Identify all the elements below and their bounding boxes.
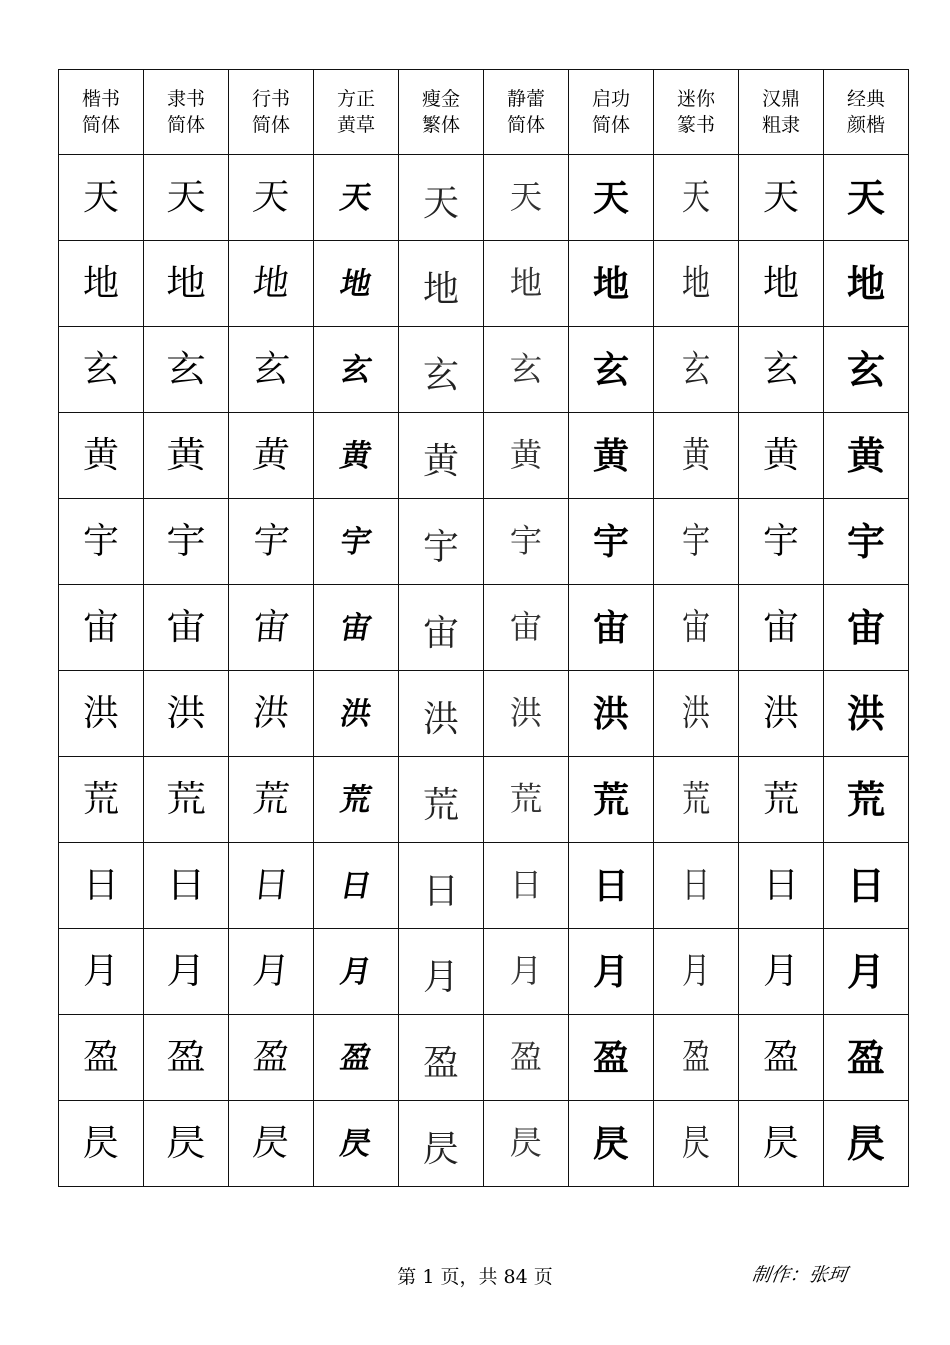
character-glyph: 荒: [250, 778, 292, 820]
character-cell: [314, 1015, 399, 1101]
character-glyph: 盈: [509, 1038, 543, 1076]
character-cell: [484, 585, 569, 671]
character-glyph: 日: [592, 864, 629, 907]
character-glyph: 宙: [846, 604, 885, 650]
character-glyph: 天: [846, 174, 885, 220]
character-cell: [484, 1015, 569, 1101]
column-header: [144, 70, 229, 155]
character-cell: [824, 929, 909, 1015]
character-row: [59, 413, 909, 499]
column-header-line2: 篆书: [676, 114, 715, 136]
character-glyph: 地: [681, 262, 711, 304]
character-glyph: 洪: [509, 694, 543, 732]
character-cell: [314, 757, 399, 843]
character-cell: [739, 327, 824, 413]
character-glyph: 宙: [762, 606, 799, 648]
character-cell: [739, 1101, 824, 1187]
character-glyph: 宙: [509, 608, 543, 646]
character-cell: [739, 413, 824, 499]
character-cell: [654, 1015, 739, 1101]
character-cell: [229, 671, 314, 757]
character-cell: [654, 499, 739, 585]
character-cell: [569, 413, 654, 499]
character-cell: [144, 1015, 229, 1101]
character-glyph: 日: [681, 864, 711, 906]
column-header-line2: 粗隶: [761, 114, 800, 136]
character-glyph: 宇: [422, 526, 459, 568]
character-glyph: 日: [166, 864, 206, 906]
character-cell: [59, 241, 144, 327]
character-glyph: 天: [82, 176, 119, 218]
character-cell: [739, 241, 824, 327]
character-glyph: 玄: [337, 351, 375, 388]
column-header-line2: 简体: [81, 114, 120, 136]
character-cell: [59, 413, 144, 499]
character-glyph: 盈: [337, 1039, 375, 1076]
character-cell: [824, 757, 909, 843]
character-cell: [824, 1101, 909, 1187]
character-comparison-sheet: [58, 69, 909, 1187]
character-cell: [229, 843, 314, 929]
column-header: [824, 70, 909, 155]
character-cell: [569, 929, 654, 1015]
character-row: [59, 327, 909, 413]
column-header: [654, 70, 739, 155]
character-cell: [824, 499, 909, 585]
character-glyph: 昃: [762, 1122, 799, 1164]
character-cell: [229, 929, 314, 1015]
character-glyph: 玄: [82, 348, 119, 390]
character-cell: [59, 929, 144, 1015]
character-glyph: 黄: [681, 434, 711, 476]
character-glyph: 地: [337, 265, 375, 302]
character-glyph: 日: [250, 864, 292, 906]
character-cell: [59, 1101, 144, 1187]
character-cell: [399, 327, 484, 413]
column-header-line2: 简体: [166, 114, 205, 136]
character-glyph: 玄: [166, 348, 206, 390]
character-cell: [144, 671, 229, 757]
column-header: [229, 70, 314, 155]
column-header: [399, 70, 484, 155]
character-cell: [824, 671, 909, 757]
character-glyph: 黄: [846, 432, 885, 478]
character-cell: [569, 327, 654, 413]
character-cell: [229, 241, 314, 327]
character-glyph: 宇: [337, 523, 375, 560]
character-glyph: 玄: [762, 348, 799, 390]
character-glyph: 黄: [422, 440, 459, 482]
character-row: [59, 155, 909, 241]
character-glyph: 洪: [82, 692, 119, 734]
character-cell: [144, 499, 229, 585]
character-cell: [144, 1101, 229, 1187]
character-glyph: 黄: [509, 436, 543, 474]
character-glyph: 地: [846, 260, 885, 306]
character-glyph: 天: [509, 178, 543, 216]
character-cell: [569, 671, 654, 757]
column-header-line1: 静蕾: [506, 88, 545, 110]
character-cell: [484, 327, 569, 413]
character-glyph: 宇: [250, 520, 292, 562]
character-cell: [59, 757, 144, 843]
character-cell: [59, 499, 144, 585]
character-cell: [399, 757, 484, 843]
character-glyph: 天: [250, 176, 292, 218]
character-cell: [314, 671, 399, 757]
character-cell: [654, 413, 739, 499]
character-cell: [399, 1101, 484, 1187]
character-glyph: 洪: [166, 692, 206, 734]
character-cell: [229, 1101, 314, 1187]
character-cell: [739, 499, 824, 585]
character-cell: [314, 327, 399, 413]
character-cell: [144, 585, 229, 671]
column-header: [314, 70, 399, 155]
column-header: [59, 70, 144, 155]
character-glyph: 昃: [846, 1120, 885, 1166]
character-cell: [654, 155, 739, 241]
character-cell: [654, 585, 739, 671]
character-glyph: 盈: [82, 1036, 119, 1078]
character-glyph: 昃: [509, 1124, 543, 1162]
character-glyph: 黄: [166, 434, 206, 476]
character-cell: [399, 1015, 484, 1101]
character-cell: [144, 327, 229, 413]
character-cell: [399, 241, 484, 327]
character-cell: [144, 241, 229, 327]
character-glyph: 洪: [422, 698, 459, 740]
column-header-line2: 颜楷: [846, 114, 885, 136]
character-cell: [484, 1101, 569, 1187]
character-glyph: 宇: [82, 520, 119, 562]
character-cell: [484, 843, 569, 929]
column-header: [484, 70, 569, 155]
character-cell: [59, 843, 144, 929]
character-glyph: 盈: [166, 1036, 206, 1078]
character-row: [59, 757, 909, 843]
character-row: [59, 1101, 909, 1187]
character-row: [59, 241, 909, 327]
character-glyph: 洪: [337, 695, 375, 732]
column-header-line1: 迷你: [676, 88, 715, 110]
character-cell: [739, 155, 824, 241]
character-glyph: 玄: [592, 348, 629, 391]
character-cell: [229, 327, 314, 413]
character-glyph: 宇: [166, 520, 206, 562]
column-header-line1: 行书: [251, 88, 290, 110]
character-cell: [399, 585, 484, 671]
character-cell: [314, 155, 399, 241]
character-cell: [144, 929, 229, 1015]
character-glyph: 月: [337, 953, 375, 990]
character-glyph: 天: [337, 179, 375, 216]
column-header-line1: 启功: [591, 88, 630, 110]
character-cell: [399, 929, 484, 1015]
character-cell: [314, 499, 399, 585]
character-glyph: 地: [250, 262, 292, 304]
character-cell: [739, 757, 824, 843]
character-glyph: 天: [681, 176, 711, 218]
character-glyph: 天: [422, 182, 459, 224]
character-glyph: 月: [422, 956, 459, 998]
character-cell: [399, 155, 484, 241]
character-glyph: 盈: [250, 1036, 292, 1078]
character-glyph: 玄: [422, 354, 459, 396]
character-cell: [824, 585, 909, 671]
character-cell: [654, 757, 739, 843]
character-glyph: 日: [509, 866, 543, 904]
author-credit: 制作：张珂: [750, 1264, 849, 1286]
column-header-line2: 简体: [506, 114, 545, 136]
character-glyph: 荒: [762, 778, 799, 820]
character-glyph: 黄: [250, 434, 292, 476]
character-cell: [569, 499, 654, 585]
character-row: [59, 843, 909, 929]
character-glyph: 月: [82, 950, 119, 992]
character-glyph: 宇: [762, 520, 799, 562]
character-glyph: 黄: [762, 434, 799, 476]
character-glyph: 玄: [681, 348, 711, 390]
character-glyph: 黄: [592, 434, 629, 477]
character-glyph: 日: [762, 864, 799, 906]
character-glyph: 荒: [82, 778, 119, 820]
character-cell: [569, 241, 654, 327]
character-cell: [314, 929, 399, 1015]
header-row: [59, 70, 909, 155]
character-glyph: 昃: [681, 1122, 711, 1164]
column-header-line1: 经典: [846, 88, 885, 110]
character-row: [59, 671, 909, 757]
character-glyph: 荒: [592, 778, 629, 821]
character-glyph: 宙: [422, 612, 459, 654]
character-cell: [59, 327, 144, 413]
column-header-line1: 瘦金: [421, 88, 460, 110]
character-cell: [739, 843, 824, 929]
character-glyph: 月: [592, 950, 629, 993]
character-cell: [314, 1101, 399, 1187]
character-cell: [229, 757, 314, 843]
character-glyph: 昃: [166, 1122, 206, 1164]
character-glyph: 昃: [592, 1122, 629, 1165]
character-glyph: 地: [422, 268, 459, 310]
character-glyph: 月: [250, 950, 292, 992]
character-glyph: 天: [762, 176, 799, 218]
character-cell: [569, 1101, 654, 1187]
character-cell: [569, 585, 654, 671]
character-cell: [654, 843, 739, 929]
character-cell: [739, 585, 824, 671]
character-cell: [569, 1015, 654, 1101]
character-cell: [59, 585, 144, 671]
character-cell: [654, 1101, 739, 1187]
character-cell: [399, 499, 484, 585]
character-glyph: 天: [592, 176, 629, 219]
character-cell: [824, 241, 909, 327]
character-cell: [314, 585, 399, 671]
character-row: [59, 499, 909, 585]
character-glyph: 月: [681, 950, 711, 992]
character-glyph: 日: [422, 870, 459, 912]
character-glyph: 地: [509, 264, 543, 302]
character-row: [59, 1015, 909, 1101]
character-glyph: 盈: [422, 1042, 459, 1084]
character-glyph: 月: [166, 950, 206, 992]
character-glyph: 荒: [166, 778, 206, 820]
character-glyph: 荒: [422, 784, 459, 826]
character-glyph: 昃: [82, 1122, 119, 1164]
character-cell: [484, 929, 569, 1015]
character-glyph: 荒: [846, 776, 885, 822]
character-glyph: 洪: [762, 692, 799, 734]
character-glyph: 日: [846, 862, 885, 908]
character-cell: [569, 757, 654, 843]
column-header-line1: 汉鼎: [761, 88, 800, 110]
character-cell: [824, 1015, 909, 1101]
character-glyph: 宇: [592, 520, 629, 563]
character-glyph: 地: [762, 262, 799, 304]
character-cell: [739, 929, 824, 1015]
character-cell: [654, 241, 739, 327]
character-cell: [739, 671, 824, 757]
character-cell: [484, 499, 569, 585]
character-cell: [739, 1015, 824, 1101]
character-glyph: 宇: [509, 522, 543, 560]
character-cell: [824, 155, 909, 241]
character-glyph: 宙: [82, 606, 119, 648]
character-cell: [144, 413, 229, 499]
character-cell: [314, 241, 399, 327]
character-cell: [144, 757, 229, 843]
character-glyph: 地: [166, 262, 206, 304]
character-glyph: 荒: [681, 778, 711, 820]
column-header: [739, 70, 824, 155]
column-header-line2: 黄草: [336, 114, 375, 136]
character-glyph: 洪: [846, 690, 885, 736]
character-cell: [144, 155, 229, 241]
character-cell: [654, 671, 739, 757]
character-cell: [314, 843, 399, 929]
character-glyph: 盈: [762, 1036, 799, 1078]
character-glyph: 洪: [592, 692, 629, 735]
character-glyph: 盈: [592, 1036, 629, 1079]
character-cell: [399, 843, 484, 929]
column-header-line2: 简体: [251, 114, 290, 136]
column-header-line2: 简体: [591, 114, 630, 136]
character-cell: [229, 1015, 314, 1101]
character-glyph: 玄: [846, 346, 885, 392]
character-glyph: 盈: [846, 1034, 885, 1080]
character-glyph: 玄: [250, 348, 292, 390]
character-glyph: 宙: [166, 606, 206, 648]
character-glyph: 日: [82, 864, 119, 906]
character-glyph: 月: [762, 950, 799, 992]
character-cell: [569, 843, 654, 929]
font-comparison-table: [58, 69, 909, 1187]
character-cell: [824, 413, 909, 499]
character-cell: [569, 155, 654, 241]
column-header-line1: 楷书: [81, 88, 120, 110]
character-glyph: 黄: [337, 437, 375, 474]
character-cell: [654, 327, 739, 413]
character-cell: [314, 413, 399, 499]
character-glyph: 宇: [681, 520, 711, 562]
column-header-line1: 方正: [336, 88, 375, 110]
character-cell: [654, 929, 739, 1015]
character-cell: [484, 241, 569, 327]
page-number: 第 1 页，共 84 页: [397, 1266, 553, 1288]
column-header-line2: 繁体: [421, 114, 460, 136]
character-glyph: 玄: [509, 350, 543, 388]
character-cell: [399, 413, 484, 499]
column-header: [569, 70, 654, 155]
character-glyph: 荒: [337, 781, 375, 818]
character-glyph: 昃: [250, 1122, 292, 1164]
character-cell: [59, 155, 144, 241]
character-cell: [484, 671, 569, 757]
character-glyph: 荒: [509, 780, 543, 818]
character-glyph: 日: [337, 867, 375, 904]
character-cell: [824, 327, 909, 413]
character-glyph: 宙: [337, 609, 375, 646]
character-glyph: 昃: [422, 1128, 459, 1170]
character-cell: [59, 1015, 144, 1101]
character-glyph: 宙: [250, 606, 292, 648]
character-glyph: 地: [82, 262, 119, 304]
character-glyph: 洪: [681, 692, 711, 734]
character-glyph: 黄: [82, 434, 119, 476]
character-glyph: 洪: [250, 692, 292, 734]
character-row: [59, 929, 909, 1015]
character-cell: [399, 671, 484, 757]
character-cell: [229, 413, 314, 499]
character-glyph: 月: [509, 952, 543, 990]
character-glyph: 月: [846, 948, 885, 994]
character-glyph: 盈: [681, 1036, 711, 1078]
character-cell: [824, 843, 909, 929]
character-cell: [229, 155, 314, 241]
character-cell: [484, 413, 569, 499]
character-glyph: 宙: [592, 606, 629, 649]
character-glyph: 天: [166, 176, 206, 218]
column-header-line1: 隶书: [166, 88, 205, 110]
character-glyph: 昃: [337, 1125, 375, 1162]
character-cell: [229, 585, 314, 671]
character-glyph: 宙: [681, 606, 711, 648]
character-glyph: 宇: [846, 518, 885, 564]
character-cell: [229, 499, 314, 585]
character-cell: [59, 671, 144, 757]
character-row: [59, 585, 909, 671]
character-glyph: 地: [592, 262, 629, 305]
character-cell: [484, 155, 569, 241]
character-cell: [144, 843, 229, 929]
character-cell: [484, 757, 569, 843]
